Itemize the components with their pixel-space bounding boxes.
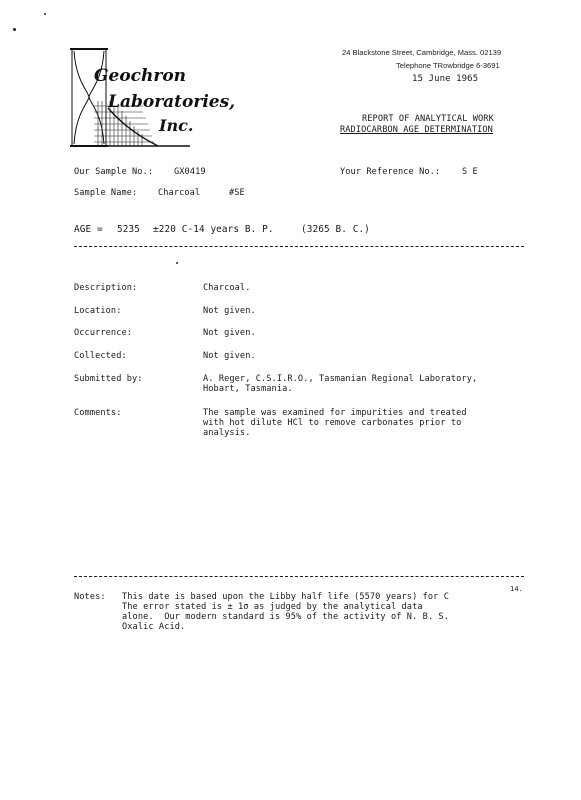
- field-occurrence-label: Occurrence:: [74, 328, 133, 338]
- field-comments-label: Comments:: [74, 408, 122, 418]
- your-reference-value: S E: [462, 167, 478, 177]
- notes-label: Notes:: [74, 592, 106, 602]
- age-calendar: (3265 B. C.): [301, 224, 370, 235]
- letterhead-address: 24 Blackstone Street, Cambridge, Mass. 02139: [342, 48, 502, 57]
- company-logo: [68, 46, 236, 149]
- letterhead-telephone: Telephone TRowbridge 6-3691: [396, 61, 500, 70]
- your-reference-label: Your Reference No.:: [340, 167, 441, 177]
- report-title-line1: REPORT OF ANALYTICAL WORK: [362, 114, 494, 124]
- field-location-value: Not given.: [203, 306, 256, 316]
- field-collected-label: Collected:: [74, 351, 127, 361]
- age-label: AGE =: [74, 224, 103, 235]
- logo-line-laboratories: Laboratories,: [108, 92, 236, 112]
- field-submitted-value: A. Reger, C.S.I.R.O., Tasmanian Regional Laboratory, Hobart, Tasmania.: [203, 374, 478, 394]
- our-sample-value: GX0419: [174, 167, 206, 177]
- our-sample-label: Our Sample No.:: [74, 167, 154, 177]
- notes-text: This date is based upon the Libby half life (5570 years) for C The error stated is ± 1σ as judged by the analytical data alone. Our modern standard is 95% of the activity of N. B. S. Oxalic Acid.: [122, 592, 449, 632]
- scan-speck: [176, 262, 178, 264]
- age-value: 5235: [117, 224, 140, 235]
- sample-name-value: Charcoal: [158, 188, 201, 198]
- report-date: 15 June 1965: [412, 74, 479, 84]
- scan-speck: [44, 13, 46, 15]
- logo-line-inc: Inc.: [159, 116, 194, 135]
- field-collected-value: Not given.: [203, 351, 256, 361]
- field-comments-value: The sample was examined for impurities and treated with hot dilute HCl to remove carbonates prior to analysis.: [203, 408, 467, 438]
- age-error: ±220 C-14 years B. P.: [153, 224, 274, 235]
- field-location-label: Location:: [74, 306, 122, 316]
- divider-top: [74, 246, 524, 247]
- sample-name-code: #SE: [229, 188, 245, 198]
- divider-bottom: [74, 576, 524, 577]
- field-submitted-label: Submitted by:: [74, 374, 143, 384]
- sample-name-label: Sample Name:: [74, 188, 138, 198]
- logo-line-geochron: Geochron: [94, 66, 187, 86]
- notes-superscript: 14.: [510, 585, 523, 593]
- scan-speck: [13, 28, 16, 31]
- field-occurrence-value: Not given.: [203, 328, 256, 338]
- report-title-line2: RADIOCARBON AGE DETERMINATION: [340, 125, 493, 135]
- field-description-value: Charcoal.: [203, 283, 251, 293]
- field-description-label: Description:: [74, 283, 138, 293]
